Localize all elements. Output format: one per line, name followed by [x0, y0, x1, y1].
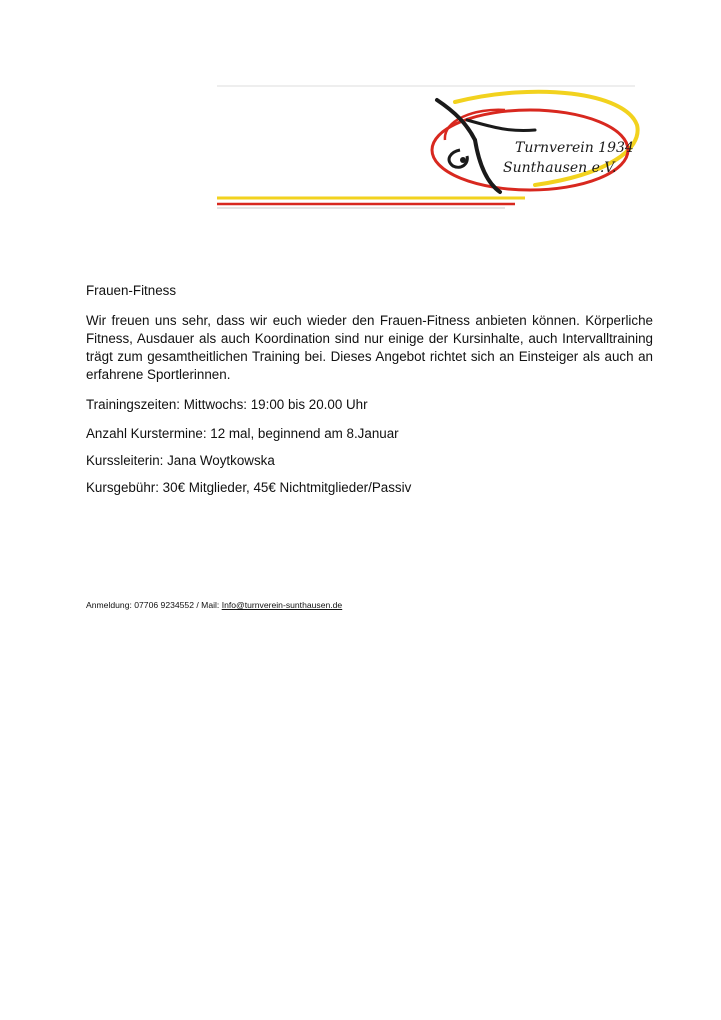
course-description: Wir freuen uns sehr, dass wir euch wieder den Frauen-Fitness anbieten können. Körperliche Fitness, Ausdauer als auch Koordination sind nur einige der Kursinhalte, auch Intervalltraining trägt zum gesamtheitlichen Training bei. Dieses Angebot richtet sich an Einsteiger als auch an erfahrene Sportlerinnen. [86, 313, 653, 382]
club-name-line-2: Sunthausen e.V. [503, 160, 617, 176]
course-dates: Anzahl Kurstermine: 12 mal, beginnend am 8.Januar [86, 426, 399, 441]
registration-email-link[interactable]: Info@turnverein-sunthausen.de [221, 600, 343, 610]
club-logo-graphic [205, 80, 645, 215]
club-logo [205, 80, 645, 215]
course-instructor: Kurssleiterin: Jana Woytkowska [86, 453, 275, 468]
course-title: Frauen-Fitness [86, 283, 177, 298]
registration-phone-text: Anmeldung: 07706 9234552 / Mail: [86, 600, 222, 610]
club-name-line-1: Turnverein 1934 [515, 140, 634, 156]
course-fee: Kursgebühr: 30€ Mitglieder, 45€ Nichtmitglieder/Passiv [86, 480, 412, 495]
document-body [86, 282, 653, 506]
registration-footer [86, 599, 342, 611]
training-times: Trainingszeiten: Mittwochs: 19:00 bis 20.00 Uhr [86, 397, 368, 412]
